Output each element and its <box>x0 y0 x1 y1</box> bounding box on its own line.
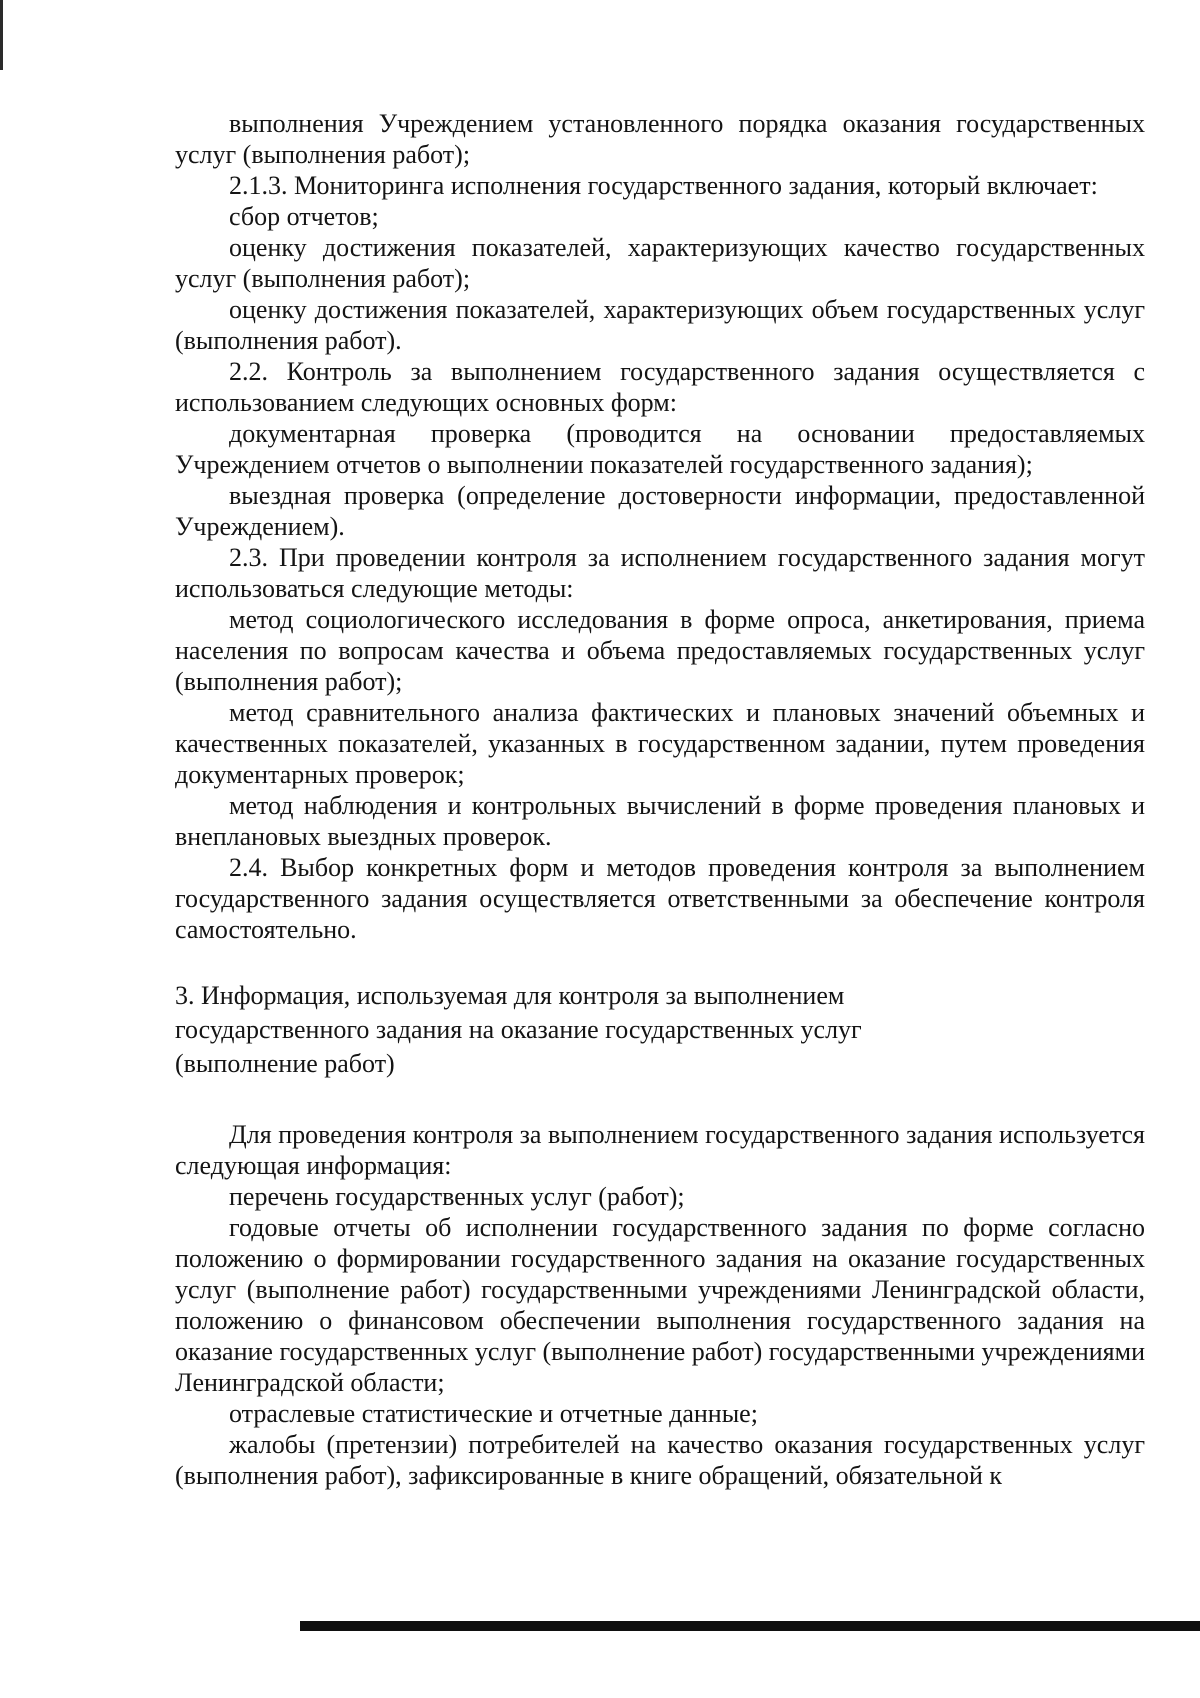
document-body <box>175 108 1145 1491</box>
section-3-heading-line-3: (выполнение работ) <box>175 1049 395 1078</box>
section-3-paragraphs <box>175 1119 1145 1491</box>
paragraph: документарная проверка (проводится на основании предоставляемых Учреждением отчетов о выполнении показателей государственного задания); <box>175 419 1145 479</box>
paragraph: годовые отчеты об исполнении государственного задания по форме согласно положению о формировании государственного задания на оказание государственных услуг (выполнение работ) государственными учреждениями Ленинградской области, положению о финансовом обеспечении выполнения государственного задания на оказание государственных услуг (выполнение работ) государственными учреждениями Ленинградской области; <box>175 1213 1145 1397</box>
paragraph: 2.1.3. Мониторинга исполнения государственного задания, который включает: <box>229 171 1098 200</box>
paragraph: оценку достижения показателей, характеризующих объем государственных услуг (выполнения работ). <box>175 295 1145 355</box>
paragraph: 2.3. При проведении контроля за исполнением государственного задания могут использоваться следующие методы: <box>175 543 1145 603</box>
paragraph: оценку достижения показателей, характеризующих качество государственных услуг (выполнения работ); <box>175 233 1145 293</box>
paragraph: выполнения Учреждением установленного порядка оказания государственных услуг (выполнения работ); <box>175 109 1145 169</box>
paragraph: 2.2. Контроль за выполнением государственного задания осуществляется с использованием следующих основных форм: <box>175 357 1145 417</box>
paragraph: метод наблюдения и контрольных вычислений в форме проведения плановых и внеплановых выездных проверок. <box>175 791 1145 851</box>
paragraph: 2.4. Выбор конкретных форм и методов проведения контроля за выполнением государственного задания осуществляется ответственными за обеспечение контроля самостоятельно. <box>175 853 1145 944</box>
paragraph: метод сравнительного анализа фактических и плановых значений объемных и качественных показателей, указанных в государственном задании, путем проведения документарных проверок; <box>175 698 1145 789</box>
paragraph: сбор отчетов; <box>229 202 379 231</box>
paragraph: отраслевые статистические и отчетные данные; <box>229 1399 758 1428</box>
scan-bottom-bar <box>300 1621 1200 1631</box>
paragraph: жалобы (претензии) потребителей на качество оказания государственных услуг (выполнения работ), зафиксированные в книге обращений, обязательной к <box>175 1430 1145 1490</box>
section-2-paragraphs <box>175 108 1145 945</box>
paragraph: перечень государственных услуг (работ); <box>229 1182 685 1211</box>
paragraph: метод социологического исследования в форме опроса, анкетирования, приема населения по вопросам качества и объема предоставляемых государственных услуг (выполнения работ); <box>175 605 1145 696</box>
scan-edge-mark <box>0 0 3 70</box>
paragraph: выездная проверка (определение достоверности информации, предоставленной Учреждением). <box>175 481 1145 541</box>
paragraph: Для проведения контроля за выполнением государственного задания используется следующая информация: <box>175 1120 1145 1180</box>
section-3-heading-line-1: 3. Информация, используемая для контроля за выполнением <box>175 981 845 1010</box>
section-3-heading-line-2: государственного задания на оказание государственных услуг <box>175 1015 862 1044</box>
